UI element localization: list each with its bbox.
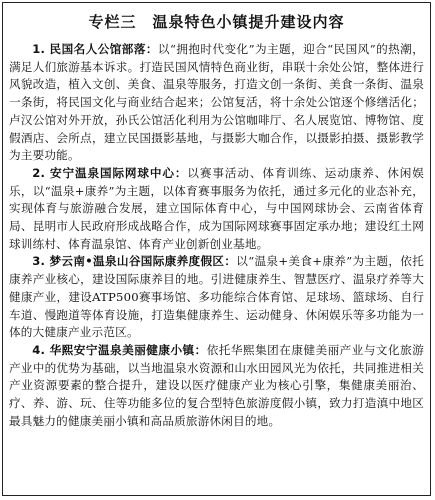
paragraph-3-body: 以“温泉+美食+康养”为主题，依托康养产业核心，建设国际康养目的地。引进健康养生、智慧医疗、温泉疗养等大健康产业，建设ATP500赛事场馆、多功能综合体育馆、足球场、篮球场、自行车道、慢跑道等体育设施，打造集健康养生、运动健身、休闲娱乐等多功能为一体的大健康产业示范区。 — [9, 254, 424, 340]
paragraph-1-body: 以“拥抱时代变化”为主题，迎合“民国风”的热潮，满足人们旅游基本诉求。打造民国风情特色商业街，串联十余处公馆，整体进行风貌改造，植入文创、美食、温泉等服务，打造文创一条街、美食一条街、温泉一条街，将民国文化与商业结合起来；公馆复活，将十余处公馆逐个修缮活化；卢汉公馆对外开放，孙氏公馆活化利用为公馆咖啡厅、名人展览馆、博物馆、度假酒店、会所点，建立民国摄影基地，与摄影大咖合作，以摄影拍摄、摄影教学为主要功能。 — [9, 42, 424, 163]
paragraph-1-lead: 1. 民国名人公馆部落： — [32, 42, 158, 56]
paragraph-1 — [9, 41, 424, 165]
paragraph-2-body: 以赛事活动、体育训练、运动康养、休闲娱乐，以“温泉+康养”为主题，以体育赛事服务为依托，通过多元化的业态补充，实现体育与旅游融合发展，建立国际体育中心，与中国网球协会、云南省体育局、昆明市人民政府形成战略合作，成为国际网球赛事固定承办地；建设红土网球训练村、体育温泉馆、体育产业创新创业基地。 — [9, 165, 424, 251]
paragraph-4-lead: 4. 华熙安宁温泉美丽健康小镇： — [32, 342, 207, 357]
paragraph-3 — [9, 253, 424, 342]
paragraph-4 — [9, 342, 424, 431]
box-content — [3, 41, 430, 430]
paragraph-2 — [9, 165, 424, 254]
paragraph-2-lead: 2. 安宁温泉国际网球中心： — [32, 165, 188, 180]
box-title: 专栏三 温泉特色小镇提升建设内容 — [88, 13, 345, 31]
paragraph-3-lead: 3. 梦云南•温泉山谷国际康养度假区： — [32, 254, 237, 269]
sidebar-box — [2, 2, 431, 496]
paragraph-4-body: 依托华熙集团在康健美丽产业与文化旅游产业中的优势为基础，以当地温泉水资源和山水田园风光为依托，共同推进相关产业资源要素的整合提升，建设以医疗健康产业为核心引擎，集健康美丽治、疗、养、游、玩、住等功能多位的复合型特色旅游度假小镇，致力打造滇中地区最具魅力的健康美丽小镇和高品质旅游休闲目的地。 — [9, 342, 424, 428]
